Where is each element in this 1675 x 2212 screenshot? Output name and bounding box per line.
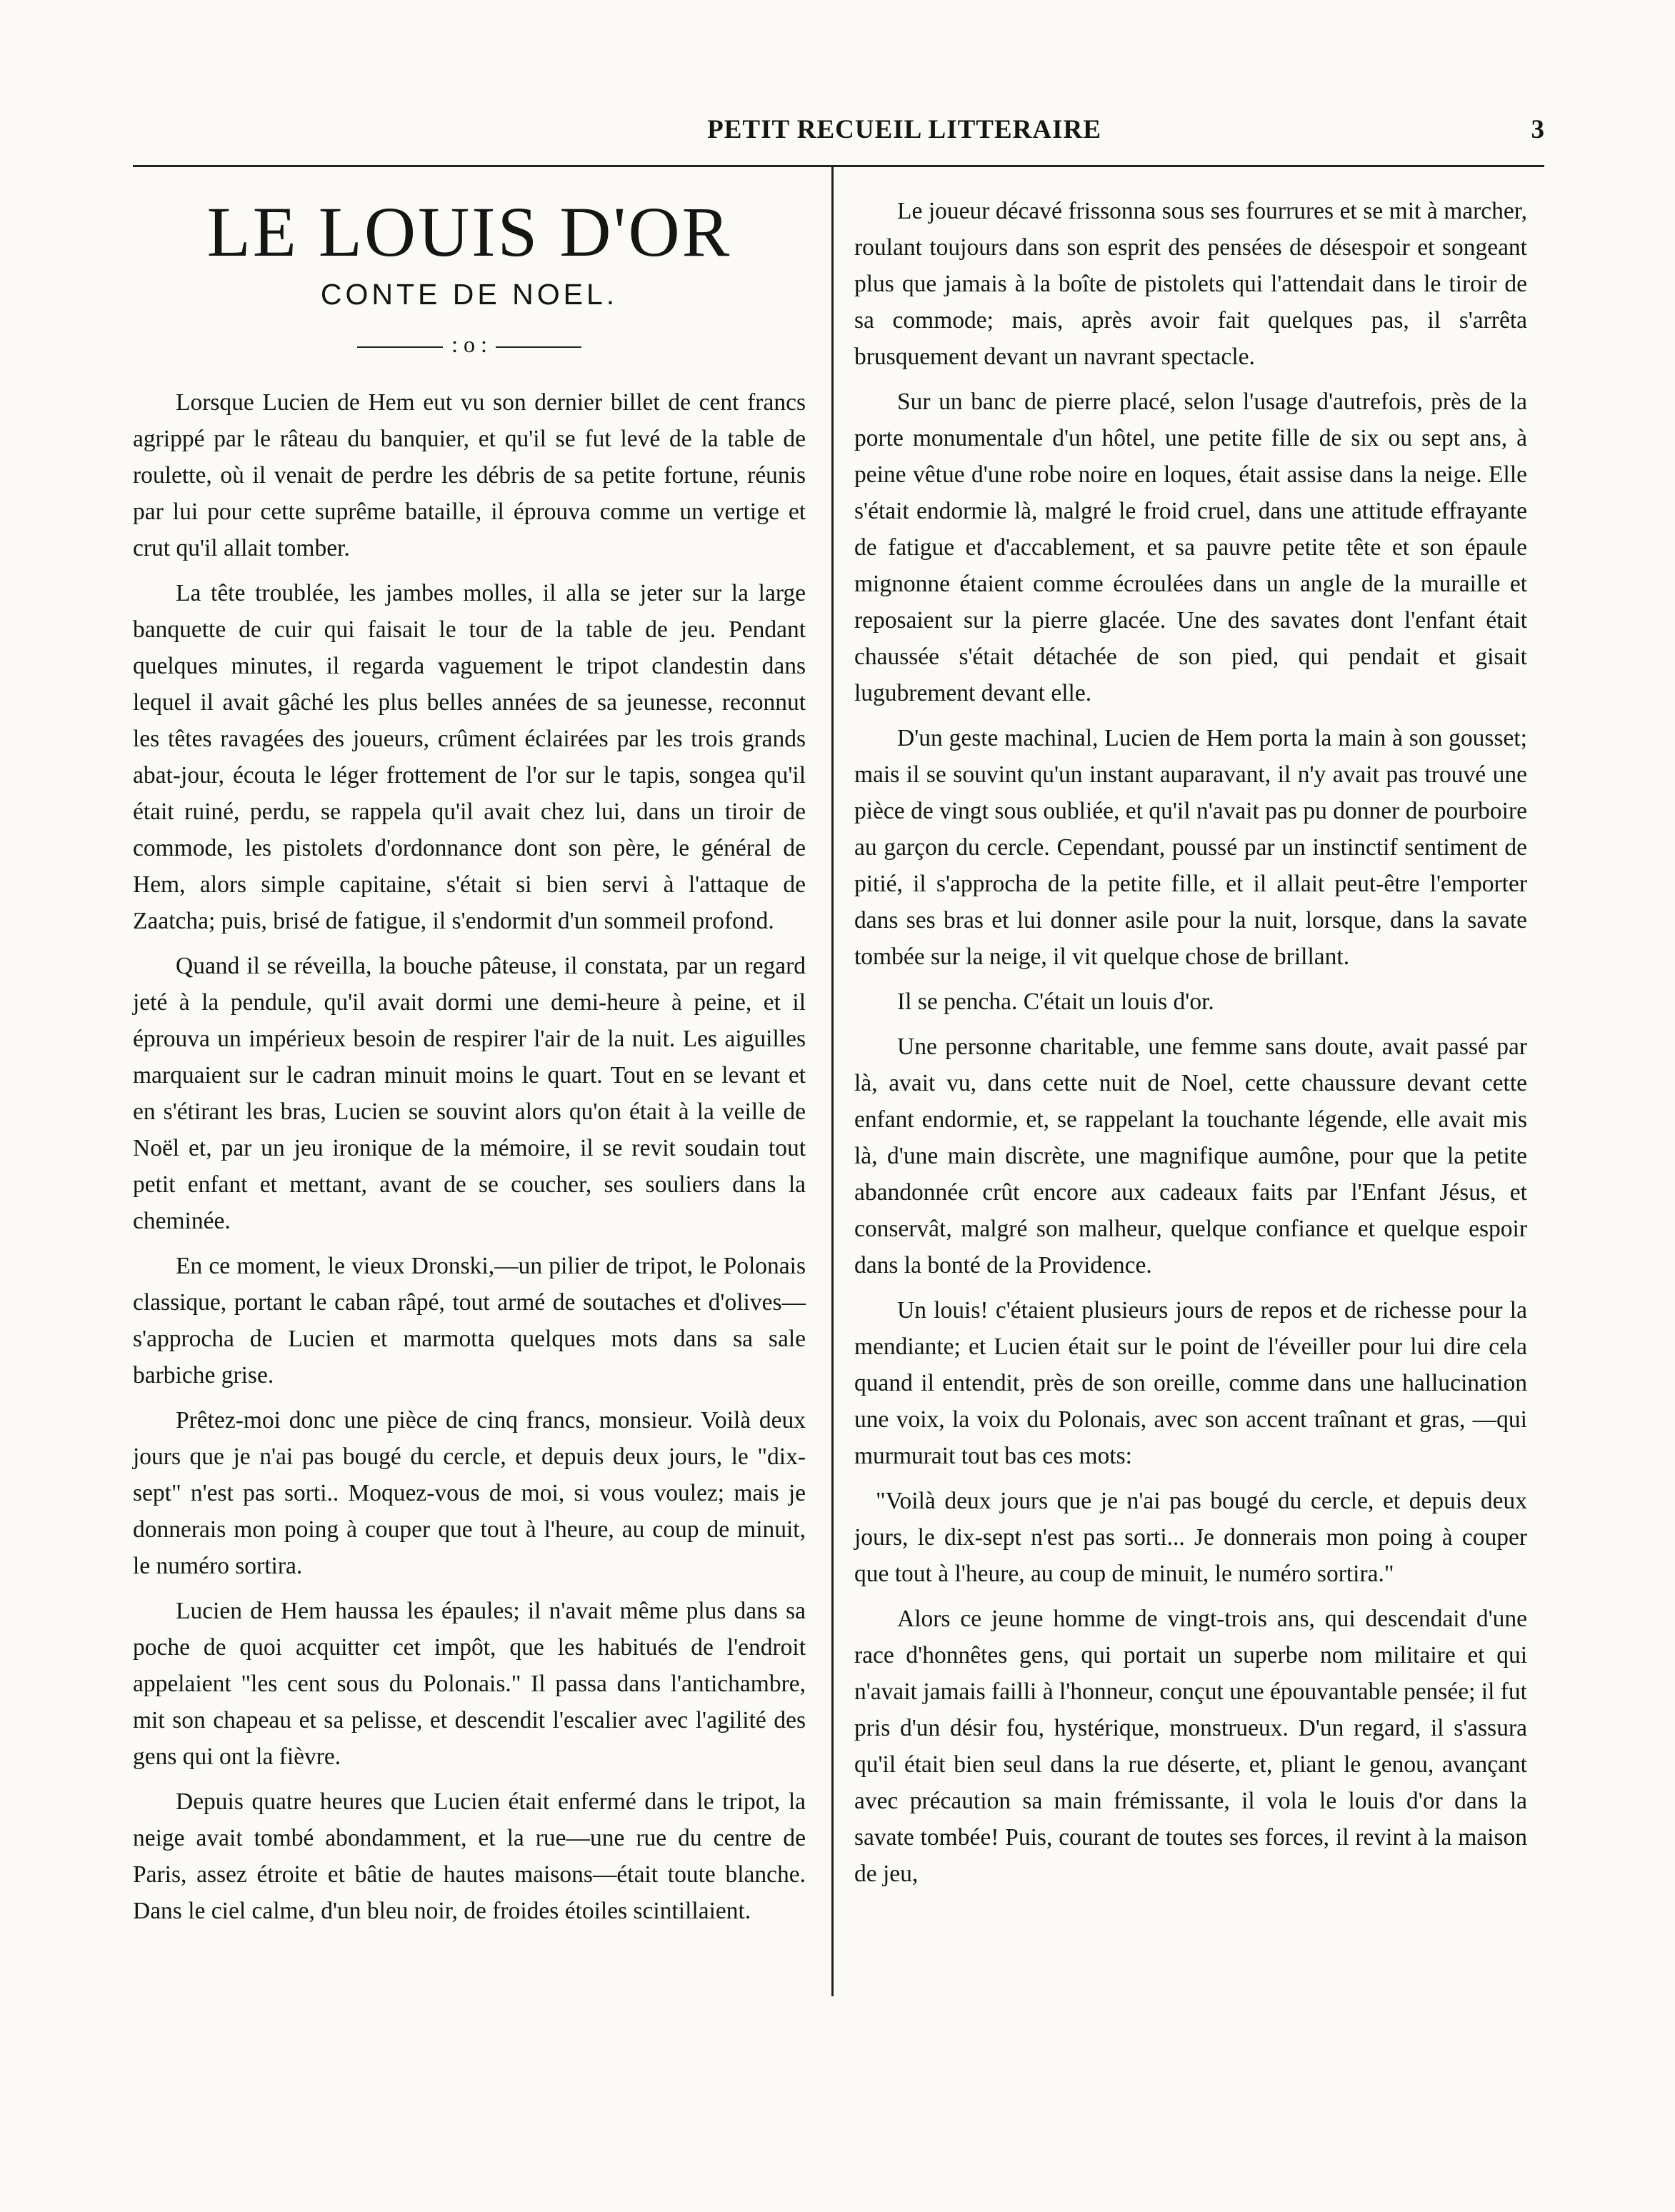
ornament: [133, 330, 806, 359]
right-column: [854, 193, 1527, 1901]
ornament-text: : o :: [451, 331, 487, 357]
paragraph: Lorsque Lucien de Hem eut vu son dernier billet de cent francs agrippé par le râteau du banquier, et qu'il se fut levé de la table de roulette, où il venait de perdre les débris de sa petite fortune, réunis par lui pour cette suprême bataille, il éprouva comme un vertige et crut qu'il allait tomber.: [133, 389, 806, 561]
paragraph: Quand il se réveilla, la bouche pâteuse, il constata, par un regard jeté à la pendule, qu'il avait dormi une demi-heure à peine, et il éprouva un impérieux besoin de respirer l'air de la nuit. Les aiguilles marquaient sur le cadran minuit moins le quart. Tout en se levant et en s'étirant les bras, Lucien se souvint alors qu'on était à la veille de Noël et, par un jeu ironique de la mémoire, il se revit soudain tout petit enfant et mettant, avant de se coucher, ses souliers dans la cheminée.: [133, 953, 806, 1234]
paragraph: Depuis quatre heures que Lucien était enfermé dans le tripot, la neige avait tombé abondamment, et la rue—une rue du centre de Paris, assez étroite et bâtie de hautes maisons—était toute blanche. Dans le ciel calme, d'un bleu noir, de froides étoiles scintillaient.: [133, 1788, 806, 1924]
quoted-paragraph: "Voilà deux jours que je n'ai pas bougé du cercle, et depuis deux jours, le dix-sept n'est pas sorti... Je donnerais mon poing à couper que tout à l'heure, au coup de minuit, le numéro sortira.": [854, 1488, 1527, 1587]
column-divider: [831, 166, 834, 1996]
paragraph: D'un geste machinal, Lucien de Hem porta la main à son gousset; mais il se souvint qu'un instant auparavant, il n'y avait pas trouvé une pièce de vingt sous oubliée, et qu'il n'avait pas pu donner de pourboire au garçon du cercle. Cependant, poussé par un instinctif sentiment de pitié, il s'approcha de la petite fille, et il allait peut-être l'emporter dans ses bras et lui donner asile pour la nuit, lorsque, dans la savate tombée sur la neige, il vit quelque chose de brillant.: [854, 725, 1527, 970]
paragraph: Il se pencha. C'était un louis d'or.: [897, 989, 1214, 1015]
paragraph: La tête troublée, les jambes molles, il alla se jeter sur la large banquette de cuir qui faisait le tour de la table de jeu. Pendant quelques minutes, il regarda vaguement le tripot clandestin dans lequel il avait gâché les plus belles années de sa jeunesse, reconnut les têtes ravagées des joueurs, crûment éclairées par les trois grands abat-jour, écouta le léger frottement de l'or sur le tapis, songea qu'il était ruiné, perdu, se rappela qu'il avait chez lui, dans un tiroir de commode, les pistolets d'ordonnance dont son père, le général de Hem, alors simple capitaine, s'était si bien servi à l'attaque de Zaatcha; puis, brisé de fatigue, il s'endormit d'un sommeil profond.: [133, 580, 806, 934]
ornament-dash-right: [496, 346, 581, 348]
paragraph: Lucien de Hem haussa les épaules; il n'avait même plus dans sa poche de quoi acquitter cet impôt, que les habitués de l'endroit appelaient "les cent sous du Polonais." Il passa dans l'antichambre, mit son chapeau et sa pelisse, et descendit l'escalier avec l'agilité des gens qui ont la fièvre.: [133, 1598, 806, 1770]
paragraph: Sur un banc de pierre placé, selon l'usage d'autrefois, près de la porte monumentale d'un hôtel, une petite fille de six ou sept ans, à peine vêtue d'une robe noire en loques, était assise dans la neige. Elle s'était endormie là, malgré le froid cruel, dans une attitude effrayante de fatigue et d'accablement, et sa pauvre petite tête et son épaule mignonne étaient comme écroulées dans un angle de la muraille et reposaient sur la pierre glacée. Une des savates dont l'enfant était chaussée s'était détachée de son pied, qui pendait et gisait lugubrement devant elle.: [854, 389, 1527, 706]
story-subtitle: CONTE DE NOEL.: [320, 278, 619, 311]
paragraph: Prêtez-moi donc une pièce de cinq francs, monsieur. Voilà deux jours que je n'ai pas bougé du cercle, et depuis deux jours, le "dix-sept" n'est pas sorti.. Moquez-vous de moi, si vous voulez; mais je donnerais mon poing à couper que tout à l'heure, au coup de minuit, le numéro sortira.: [133, 1407, 806, 1579]
running-title: PETIT RECUEIL LITTERAIRE: [707, 115, 1101, 144]
page-header: [133, 114, 1544, 157]
page-number: 3: [1531, 115, 1544, 144]
header-rule: [133, 165, 1544, 167]
left-column: [133, 193, 806, 1938]
paragraph: Alors ce jeune homme de vingt-trois ans, qui descendait d'une race d'honnêtes gens, qui portait un superbe nom militaire et qui n'avait jamais failli à l'honneur, conçut une épouvantable pensée; il fut pris d'un désir fou, hystérique, monstrueux. D'un regard, il s'assura qu'il était bien seul dans la rue déserte, et, pliant le genou, avançant avec précaution sa main frémissante, il vola le louis d'or dans la savate tombée! Puis, courant de toutes ses forces, il revint à la maison de jeu,: [854, 1606, 1527, 1887]
paragraph: Un louis! c'étaient plusieurs jours de repos et de richesse pour la mendiante; et Lucien était sur le point de l'éveiller pour lui dire cela quand il entendit, près de son oreille, comme dans une hallucination une voix, la voix du Polonais, avec son accent traînant et gras, —qui murmurait tout bas ces mots:: [854, 1297, 1527, 1469]
paragraph: En ce moment, le vieux Dronski,—un pilier de tripot, le Polonais classique, portant le caban râpé, tout armé de soutaches et d'olives—s'approcha de Lucien et marmotta quelques mots dans sa sale barbiche grise.: [133, 1253, 806, 1388]
story-title: LE LOUIS D'OR: [206, 192, 732, 271]
ornament-dash-left: [357, 346, 443, 348]
paragraph: Une personne charitable, une femme sans doute, avait passé par là, avait vu, dans cette nuit de Noel, cette chaussure devant cette enfant endormie, et, se rappelant la touchante légende, elle avait mis là, d'une main discrète, une magnifique aumône, pour que la petite abandonnée crût encore aux cadeaux faits par l'Enfant Jésus, et conservât, malgré son malheur, quelque confiance et quelque espoir dans la bonté de la Providence.: [854, 1034, 1527, 1278]
paragraph: Le joueur décavé frissonna sous ses fourrures et se mit à marcher, roulant toujours dans son esprit des pensées de désespoir et songeant plus que jamais à la boîte de pistolets qui l'attendait dans le tiroir de sa commode; mais, après avoir fait quelques pas, il s'arrêta brusquement devant un navrant spectacle.: [854, 198, 1527, 370]
